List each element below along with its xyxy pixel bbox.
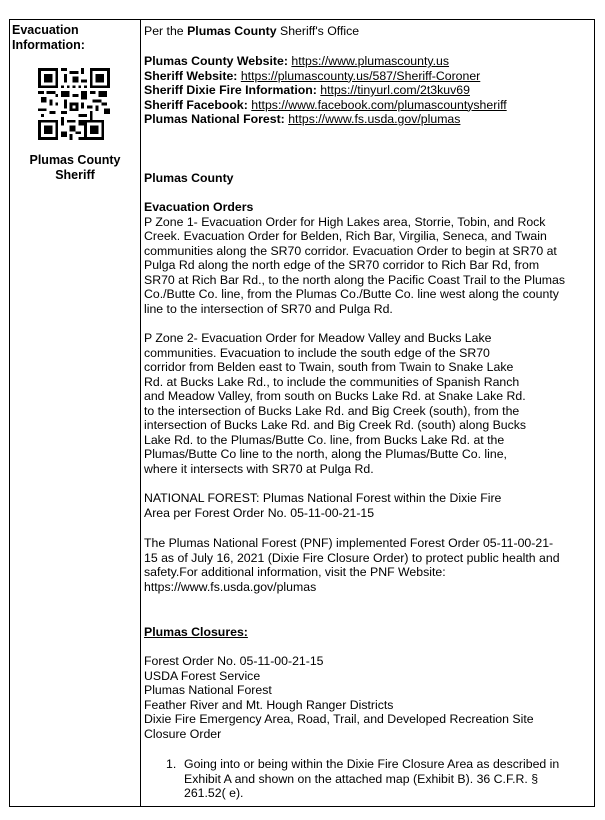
- zone2-line: communities. Evacuation to include the south edge of the SR70: [144, 345, 490, 360]
- national-forest-link[interactable]: https://www.fs.usda.gov/plumas: [288, 112, 461, 126]
- county-website-link[interactable]: https://www.plumascounty.us: [291, 54, 450, 68]
- forest-order-line: Plumas National Forest: [144, 683, 272, 697]
- dixie-fire-info-link[interactable]: https://tinyurl.com/2t3kuv69: [320, 83, 470, 97]
- list-item-line: Going into or being within the Dixie Fire Closure Area as described in: [184, 757, 560, 771]
- pnf-line: 15 as of July 16, 2021 (Dixie Fire Closure Order) to protect public health and: [144, 550, 560, 565]
- section-label: Evacuation Information:: [12, 23, 85, 52]
- forest-line: NATIONAL FOREST: Plumas National Forest within the Dixie Fire: [144, 491, 502, 505]
- forest-order-line: Forest Order No. 05-11-00-21-15: [144, 654, 324, 668]
- link-line-county: Plumas County Website: https://www.plumascounty.us: [144, 54, 450, 68]
- list-number: 1.: [166, 757, 177, 771]
- info-table: [9, 19, 595, 807]
- zone2-line: to the intersection of Bucks Lake Rd. and Big Creek (south), from the: [144, 403, 520, 418]
- forest-order-line: Closure Order: [144, 726, 222, 741]
- pnf-line: safety.For additional information, visit the PNF Website:: [144, 565, 446, 579]
- zone1-line: Creek. Evacuation Order for Belden, Rich Bar, Virgilia, Seneca, and Twain: [144, 229, 547, 243]
- orders-heading: Evacuation Orders: [144, 200, 254, 214]
- list-item-line: 261.52( e).: [184, 786, 244, 800]
- zone1-line: communities along the SR70 corridor. Evacuation Order to begin at SR70 at: [144, 243, 557, 258]
- link-line-forest: Plumas National Forest: https://www.fs.usda.gov/plumas: [144, 112, 461, 126]
- county-heading: Plumas County: [144, 171, 234, 185]
- zone1-line: Pulga Rd along the north edge of the SR70 corridor to Rich Bar Rd, from: [144, 258, 540, 272]
- forest-order-line: Feather River and Mt. Hough Ranger Districts: [144, 697, 394, 712]
- link-line-facebook: Sheriff Facebook: https://www.facebook.com/plumascountysheriff: [144, 97, 507, 112]
- forest-line: Area per Forest Order No. 05-11-00-21-15: [144, 505, 375, 520]
- zone1-line: line to the intersection of SR70 and Pulga Rd.: [144, 301, 393, 316]
- zone2-line: intersection of Bucks Lake Rd. and Big Creek Rd. (south) along Bucks: [144, 418, 527, 432]
- zone2-line: Plumas/Butte Co line to the north, along the Plumas/Butte Co. line,: [144, 447, 507, 461]
- forest-order-line: Dixie Fire Emergency Area, Road, Trail, and Developed Recreation Site: [144, 712, 534, 726]
- link-line-dixie: Sheriff Dixie Fire Information: https://tinyurl.com/2t3kuv69: [144, 83, 470, 97]
- zone2-line: corridor from Belden east to Twain, south from Twain to Snake Lake: [144, 360, 514, 374]
- zone1-line: SR70 at Rich Bar Rd., to the north along the Pacific Coast Trail to the Plumas: [144, 272, 566, 287]
- closures-heading: Plumas Closures:: [144, 625, 248, 639]
- pnf-line: The Plumas National Forest (PNF) implemented Forest Order 05-11-00-21-: [144, 536, 554, 550]
- zone1-line: Co./Butte Co. line, from the Plumas Co./Butte Co. line west along the county: [144, 287, 559, 301]
- zone2-line: Lake Rd. to the Plumas/Butte Co. line, from Bucks Lake Rd. at the: [144, 432, 505, 447]
- zone2-line: and Meadow Valley, from south on Bucks Lake Rd. at Snake Lake Rd.: [144, 389, 526, 403]
- sheriff-facebook-link[interactable]: https://www.facebook.com/plumascountysheriff: [251, 97, 507, 112]
- column-divider: [140, 20, 141, 806]
- intro-line: Per the Plumas County Sheriff's Office: [144, 24, 360, 38]
- list-item-line: Exhibit A and shown on the attached map (Exhibit B). 36 C.F.R. §: [184, 771, 539, 786]
- zone2-line: where it intersects with SR70 at Pulga Rd.: [144, 461, 374, 476]
- pnf-url: https://www.fs.usda.gov/plumas: [144, 579, 317, 594]
- forest-order-line: USDA Forest Service: [144, 668, 261, 683]
- link-line-sheriff: Sheriff Website: https://plumascounty.us/587/Sheriff-Coroner: [144, 68, 481, 83]
- zone1-line: P Zone 1- Evacuation Order for High Lakes area, Storrie, Tobin, and Rock: [144, 214, 546, 229]
- sheriff-website-link[interactable]: https://plumascounty.us/587/Sheriff-Coroner: [240, 68, 481, 83]
- zone2-line: P Zone 2- Evacuation Order for Meadow Valley and Bucks Lake: [144, 331, 492, 345]
- qr-code-icon[interactable]: [38, 68, 110, 140]
- zone2-line: Rd. at Bucks Lake Rd., to include the communities of Spanish Ranch: [144, 374, 520, 389]
- qr-caption: Plumas County Sheriff: [29, 153, 121, 182]
